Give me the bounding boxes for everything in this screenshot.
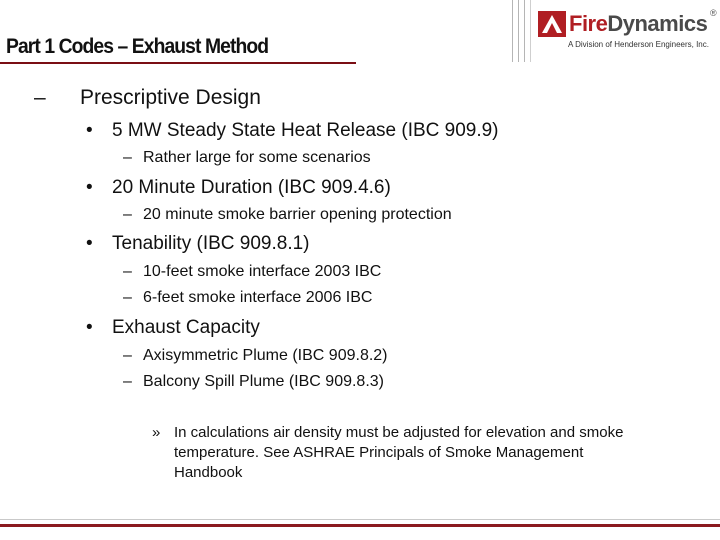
firedynamics-logo (538, 8, 718, 56)
sub-text: 6-feet smoke interface 2006 IBC (143, 289, 373, 306)
logo-wordmark (569, 11, 707, 37)
bullet-marker: • (86, 317, 93, 338)
bullet-text: 5 MW Steady State Heat Release (IBC 909.9) (112, 120, 499, 141)
bullet-text: 20 Minute Duration (IBC 909.4.6) (112, 177, 391, 198)
dash-marker: – (34, 86, 46, 109)
logo-tagline: A Division of Henderson Engineers, Inc. (568, 40, 709, 49)
heading-text: Prescriptive Design (80, 86, 261, 109)
footer-rule (0, 524, 720, 527)
registered-mark: ® (710, 8, 717, 18)
sub-text: Rather large for some scenarios (143, 149, 371, 166)
header-divider (518, 0, 519, 62)
header-divider (530, 0, 531, 62)
sub-text: Balcony Spill Plume (IBC 909.8.3) (143, 373, 384, 390)
dash-marker: – (123, 149, 132, 166)
sub-text: 10-feet smoke interface 2003 IBC (143, 263, 382, 280)
bullet-text: Tenability (IBC 909.8.1) (112, 233, 310, 254)
title-underline (0, 62, 356, 64)
sub-text: 20 minute smoke barrier opening protection (143, 206, 452, 223)
dash-marker: – (123, 289, 132, 306)
raquo-marker: » (152, 424, 161, 441)
slide-title: Part 1 Codes – Exhaust Method (6, 35, 269, 58)
note-line: In calculations air density must be adjusted for elevation and smoke (174, 424, 624, 441)
dash-marker: – (123, 347, 132, 364)
dash-marker: – (123, 263, 132, 280)
header-divider (524, 0, 525, 62)
dash-marker: – (123, 373, 132, 390)
bullet-marker: • (86, 120, 93, 141)
bullet-text: Exhaust Capacity (112, 317, 260, 338)
header-divider (512, 0, 513, 62)
flame-logo-icon (538, 11, 566, 37)
note-line: Handbook (174, 464, 243, 481)
logo-fire-text: Fire (569, 11, 608, 36)
sub-text: Axisymmetric Plume (IBC 909.8.2) (143, 347, 388, 364)
bullet-marker: • (86, 233, 93, 254)
footer-divider (0, 519, 720, 520)
logo-dynamics-text: Dynamics (607, 11, 708, 36)
bullet-marker: • (86, 177, 93, 198)
note-line: temperature. See ASHRAE Principals of Smoke Management (174, 444, 584, 461)
dash-marker: – (123, 206, 132, 223)
